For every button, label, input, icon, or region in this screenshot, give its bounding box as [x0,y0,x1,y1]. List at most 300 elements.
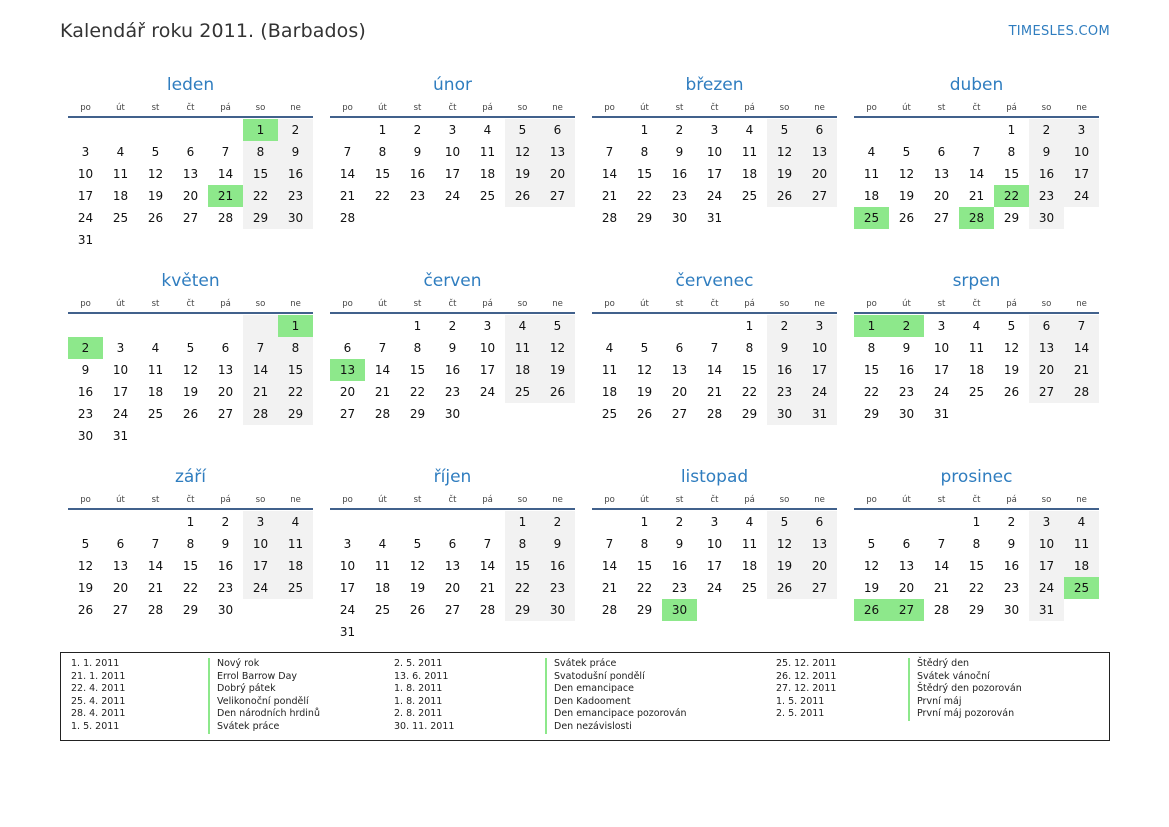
day-cell: 13 [444,559,461,573]
brand-link[interactable]: TIMESLES.COM [1008,24,1110,39]
empty-day-cell [68,119,103,141]
day-cell: 22 [505,577,540,599]
weekday-label: po [80,299,91,309]
day-cell: 10 [802,337,837,359]
week-row [68,511,313,533]
weekday-label: pá [482,103,493,113]
week-row [592,381,837,403]
weekday-label: so [255,495,266,505]
month-duben [854,71,1099,267]
day-cell: 23 [898,385,915,399]
day-cell: 18 [505,359,540,381]
empty-day-cell [889,119,924,141]
day-cell: 16 [409,167,426,181]
day-cell: 27 [339,407,356,421]
day-cell: 6 [802,119,837,141]
day-cell: 24 [479,385,496,399]
day-cell: 14 [374,363,391,377]
weekday-label: so [255,103,266,113]
day-cell: 2 [221,515,230,529]
week-row [330,337,575,359]
holiday-day-cell: 30 [662,599,697,621]
day-cell: 23 [444,385,461,399]
day-cell: 30 [77,429,94,443]
week-row [330,185,575,207]
day-cell: 25 [479,189,496,203]
year-calendar [68,71,1099,659]
day-cell: 29 [968,603,985,617]
legend-holiday-name: Svátek práce [545,658,776,671]
day-cell: 5 [413,537,422,551]
weekday-label: po [342,103,353,113]
day-cell: 20 [217,385,234,399]
day-cell: 31 [933,407,950,421]
day-cell: 7 [483,537,492,551]
day-cell: 7 [378,341,387,355]
empty-day-cell [854,119,889,141]
day-cell: 30 [278,207,313,229]
day-cell: 27 [1029,381,1064,403]
day-cell: 21 [968,189,985,203]
day-cell: 27 [671,407,688,421]
day-cell: 19 [409,581,426,595]
legend-date: 25. 12. 2011 [776,658,837,669]
weekday-label: pá [482,299,493,309]
empty-day-cell [138,229,173,251]
day-cell: 18 [863,189,880,203]
week-row [330,511,575,533]
weekday-header [330,295,575,314]
day-cell: 26 [505,185,540,207]
empty-day-cell [470,621,505,643]
day-cell: 15 [505,555,540,577]
weekday-header [854,99,1099,118]
day-cell: 24 [77,211,94,225]
day-cell: 17 [112,385,129,399]
day-cell: 10 [933,341,950,355]
weekday-label: út [116,495,125,505]
day-cell: 3 [243,511,278,533]
week-row [592,163,837,185]
month-name: květen [161,271,220,291]
weekday-label: st [413,103,422,113]
day-cell: 26 [767,577,802,599]
day-cell: 19 [147,189,164,203]
day-cell: 5 [902,145,911,159]
month-červen [330,267,575,463]
day-cell: 30 [671,211,688,225]
day-cell: 11 [374,559,391,573]
empty-day-cell [767,207,802,229]
weekday-label: čt [448,495,457,505]
day-cell: 6 [540,119,575,141]
day-cell: 27 [802,185,837,207]
week-row [330,403,575,425]
day-cell: 19 [898,189,915,203]
day-cell: 28 [374,407,391,421]
day-cell: 14 [706,363,723,377]
month-name: září [174,467,207,487]
month-září [68,463,313,659]
legend-date: 30. 11. 2011 [394,720,455,732]
day-cell: 15 [1003,167,1020,181]
legend-holiday-name: Svátek vánoční [908,671,1098,684]
day-cell: 19 [767,555,802,577]
weekday-label: st [151,299,160,309]
day-cell: 8 [413,341,422,355]
day-cell: 26 [636,407,653,421]
weekday-header [592,99,837,118]
day-cell: 27 [540,185,575,207]
day-cell: 18 [968,363,985,377]
legend-holiday-name: Nový rok [208,658,394,671]
month-name: březen [685,75,744,95]
weekday-label: út [116,103,125,113]
day-cell: 23 [77,407,94,421]
day-cell: 1 [505,511,540,533]
day-cell: 22 [278,381,313,403]
weekday-label: st [413,495,422,505]
day-cell: 22 [409,385,426,399]
month-name: leden [166,75,215,95]
weekday-label: ne [290,103,301,113]
day-cell: 12 [767,533,802,555]
empty-day-cell [1064,599,1099,621]
day-cell: 9 [81,363,90,377]
holiday-day-cell: 1 [243,119,278,141]
legend-holiday-name: Štědrý den [908,658,1098,671]
day-cell: 22 [374,189,391,203]
weekday-label: so [1041,299,1052,309]
day-cell: 14 [147,559,164,573]
empty-day-cell [103,229,138,251]
day-cell: 17 [933,363,950,377]
day-cell: 17 [1029,555,1064,577]
holiday-day-cell: 21 [208,185,243,207]
day-cell: 26 [898,211,915,225]
day-cell: 24 [112,407,129,421]
empty-day-cell [470,403,505,425]
day-cell: 13 [933,167,950,181]
weekday-label: pá [1006,299,1017,309]
weekday-label: so [517,299,528,309]
day-cell: 7 [605,145,614,159]
empty-day-cell [959,403,994,425]
weekday-label: po [604,495,615,505]
empty-day-cell [1029,403,1064,425]
legend-date: 22. 4. 2011 [71,683,126,695]
day-cell: 27 [802,577,837,599]
day-cell: 17 [706,167,723,181]
day-cell: 14 [601,167,618,181]
empty-day-cell [540,621,575,643]
day-cell: 27 [933,211,950,225]
day-cell: 1 [972,515,981,529]
day-cell: 28 [1064,381,1099,403]
legend-date [776,721,908,734]
week-row [592,185,837,207]
day-cell: 23 [671,581,688,595]
weekday-label: so [255,299,266,309]
week-row [330,533,575,555]
day-cell: 15 [741,363,758,377]
holiday-day-cell: 2 [889,315,924,337]
day-cell: 22 [182,581,199,595]
empty-day-cell [278,599,313,621]
day-cell: 13 [1029,337,1064,359]
day-cell: 7 [243,337,278,359]
week-row [854,403,1099,425]
empty-day-cell [592,315,627,337]
day-cell: 6 [937,145,946,159]
day-cell: 4 [278,511,313,533]
week-row [330,577,575,599]
day-cell: 14 [217,167,234,181]
day-cell: 30 [1029,207,1064,229]
day-cell: 4 [972,319,981,333]
empty-day-cell [435,621,470,643]
day-cell: 25 [741,581,758,595]
week-row [854,381,1099,403]
day-cell: 27 [444,603,461,617]
day-cell: 17 [1064,163,1099,185]
week-row [330,141,575,163]
day-cell: 20 [1029,359,1064,381]
day-cell: 15 [182,559,199,573]
day-cell: 5 [186,341,195,355]
empty-day-cell [278,229,313,251]
day-cell: 24 [339,603,356,617]
day-cell: 16 [671,559,688,573]
legend-holiday-name: Errol Barrow Day [208,671,394,684]
day-cell: 30 [1003,603,1020,617]
holiday-day-cell: 1 [278,315,313,337]
day-cell: 9 [448,341,457,355]
week-row [592,359,837,381]
day-cell: 5 [505,119,540,141]
day-cell: 20 [671,385,688,399]
day-cell: 9 [675,537,684,551]
day-cell: 25 [968,385,985,399]
day-cell: 25 [278,577,313,599]
empty-day-cell [103,315,138,337]
empty-day-cell [400,207,435,229]
empty-day-cell [138,511,173,533]
week-row [854,337,1099,359]
day-cell: 8 [1007,145,1016,159]
day-cell: 16 [1029,163,1064,185]
legend-holiday-name: Den nezávislosti [545,721,776,734]
day-cell: 14 [479,559,496,573]
day-cell: 11 [741,537,758,551]
legend-holiday-name: Štědrý den pozorován [908,683,1098,696]
month-name: duben [949,75,1004,95]
week-row [68,359,313,381]
week-row [68,315,313,337]
legend-holiday-name: Den národních hrdinů [208,708,394,721]
holiday-day-cell: 22 [994,185,1029,207]
weekday-label: po [604,299,615,309]
week-row [330,119,575,141]
weekday-label: st [937,495,946,505]
empty-day-cell [138,425,173,447]
empty-day-cell [592,511,627,533]
week-row [592,599,837,621]
day-cell: 28 [933,603,950,617]
month-name: srpen [952,271,1001,291]
empty-day-cell [802,207,837,229]
day-cell: 8 [745,341,754,355]
day-cell: 29 [182,603,199,617]
day-cell: 25 [147,407,164,421]
day-cell: 14 [1064,337,1099,359]
weekday-label: so [779,299,790,309]
day-cell: 17 [77,189,94,203]
day-cell: 2 [278,119,313,141]
day-cell: 14 [339,167,356,181]
legend-date: 28. 4. 2011 [71,708,126,720]
day-cell: 16 [77,385,94,399]
day-cell: 5 [1007,319,1016,333]
day-cell: 17 [444,167,461,181]
weekday-label: ne [1076,495,1087,505]
day-cell: 5 [151,145,160,159]
week-row [68,337,313,359]
empty-day-cell [365,511,400,533]
day-cell: 8 [505,533,540,555]
day-cell: 23 [409,189,426,203]
empty-day-cell [173,119,208,141]
empty-day-cell [330,511,365,533]
day-cell: 9 [902,341,911,355]
day-cell: 28 [601,603,618,617]
day-cell: 2 [767,315,802,337]
day-cell: 12 [636,363,653,377]
day-cell: 3 [937,319,946,333]
empty-day-cell [470,207,505,229]
day-cell: 13 [802,533,837,555]
weekday-label: út [640,495,649,505]
day-cell: 4 [116,145,125,159]
weekday-label: pá [220,103,231,113]
day-cell: 23 [1003,581,1020,595]
week-row [68,555,313,577]
day-cell: 6 [1029,315,1064,337]
day-cell: 6 [902,537,911,551]
day-cell: 21 [1064,359,1099,381]
day-cell: 7 [937,537,946,551]
weekday-label: so [779,103,790,113]
weekday-label: po [342,495,353,505]
day-cell: 18 [741,167,758,181]
week-row [330,207,575,229]
day-cell: 22 [968,581,985,595]
holiday-day-cell: 2 [68,337,103,359]
day-cell: 23 [278,185,313,207]
day-cell: 24 [802,381,837,403]
day-cell: 29 [278,403,313,425]
day-cell: 28 [601,211,618,225]
day-cell: 7 [343,145,352,159]
weekday-label: čt [972,495,981,505]
week-row [68,599,313,621]
weekday-label: st [413,299,422,309]
day-cell: 24 [933,385,950,399]
day-cell: 15 [374,167,391,181]
day-cell: 1 [1007,123,1016,137]
empty-day-cell [243,315,278,337]
day-cell: 29 [505,599,540,621]
legend-holiday-name: První máj [908,696,1098,709]
day-cell: 17 [339,581,356,595]
day-cell: 21 [339,189,356,203]
empty-day-cell [802,599,837,621]
legend-holiday-name: Dobrý pátek [208,683,394,696]
week-row [68,425,313,447]
weekday-label: ne [552,299,563,309]
day-cell: 9 [540,533,575,555]
day-cell: 12 [182,363,199,377]
month-name: únor [433,75,472,95]
day-cell: 1 [378,123,387,137]
day-cell: 2 [675,515,684,529]
weekday-header [330,491,575,510]
day-cell: 20 [339,385,356,399]
day-cell: 22 [636,189,653,203]
month-únor [330,71,575,267]
weekday-label: út [378,299,387,309]
empty-day-cell [400,621,435,643]
day-cell: 21 [147,581,164,595]
month-prosinec [854,463,1099,659]
day-cell: 28 [147,603,164,617]
day-cell: 8 [867,341,876,355]
day-cell: 17 [479,363,496,377]
day-cell: 31 [77,233,94,247]
empty-day-cell [1064,207,1099,229]
weekday-label: út [902,495,911,505]
weekday-label: čt [710,495,719,505]
day-cell: 15 [243,163,278,185]
day-cell: 2 [1007,515,1016,529]
weekday-label: čt [972,103,981,113]
weekday-label: út [902,103,911,113]
holiday-day-cell: 26 [854,599,889,621]
weekday-label: ne [290,495,301,505]
week-row [592,337,837,359]
weekday-label: so [1041,103,1052,113]
empty-day-cell [732,207,767,229]
weekday-label: pá [744,299,755,309]
empty-day-cell [924,511,959,533]
week-row [592,533,837,555]
week-row [68,141,313,163]
holiday-day-cell: 28 [959,207,994,229]
day-cell: 29 [636,603,653,617]
day-cell: 8 [640,145,649,159]
weekday-label: čt [710,103,719,113]
day-cell: 12 [1003,341,1020,355]
week-row [854,599,1099,621]
weekday-header [330,99,575,118]
day-cell: 11 [1064,533,1099,555]
day-cell: 5 [81,537,90,551]
month-name: červenec [675,271,754,291]
day-cell: 11 [863,167,880,181]
weekday-label: so [517,103,528,113]
day-cell: 12 [147,167,164,181]
empty-day-cell [505,621,540,643]
